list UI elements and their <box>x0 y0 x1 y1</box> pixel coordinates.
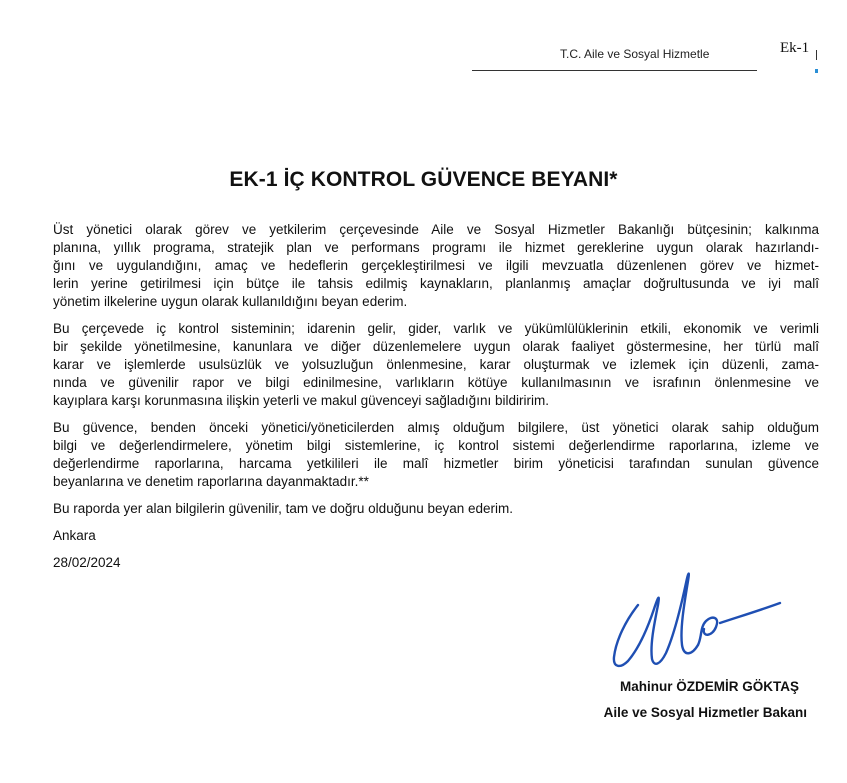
text-line: ğını ve uygulandığını, amaç ve hedeflerin gerçekleştirilmesi ve ilgili mevzuatla düzenlenen görev ve hizmet- <box>53 258 819 273</box>
text-line: Bu güvence, benden önceki yönetici/yöneticilerden almış olduğum bilgilere, üst yönetici olarak sahip olduğum <box>53 420 819 435</box>
header-rule <box>472 70 757 71</box>
text-line: Bu raporda yer alan bilgilerin güvenilir, tam ve doğru olduğunu beyan ederim. <box>53 501 514 516</box>
header-ek-label: Ek-1 <box>780 40 810 56</box>
text-line: beyanlarına ve denetim raporlarına dayanmaktadır.** <box>53 474 369 489</box>
text-line: bilgi ve değerlendirmelere, yönetim bilgi sistemlerine, iç kontrol sistemi değerlendirme raporlarına, izleme ve <box>53 438 819 453</box>
header-ministry-name: T.C. Aile ve Sosyal Hizmetle <box>560 47 710 61</box>
text-line: değerlendirme raporlarına, harcama yetkilileri ile malî hizmetler birim yöneticisi tarafından sunulan güvence <box>53 456 819 471</box>
document-body <box>53 221 819 581</box>
text-line: Bu çerçevede iç kontrol sisteminin; idarenin gelir, gider, varlık ve yükümlülüklerinin etkili, ekonomik ve verimli <box>53 321 819 336</box>
handwritten-signature <box>608 565 788 673</box>
text-line: yönetim ilkelerine uygun olarak kullanıldığını beyan ederim. <box>53 294 408 309</box>
document-title: EK-1 İÇ KONTROL GÜVENCE BEYANI* <box>229 168 618 191</box>
text-line: Üst yönetici olarak görev ve yetkilerim çerçevesinde Aile ve Sosyal Hizmetler Bakanlığı bütçesinin; kalkınma <box>53 222 819 237</box>
paragraph-4 <box>53 500 819 518</box>
paragraph-2 <box>53 320 819 410</box>
date-label: 28/02/2024 <box>53 555 121 570</box>
text-line: nında ve güvenilir rapor ve bilgi edinilmesine, varlıkların kötüye kullanılmasının ve israfının önlenmesine ve <box>53 375 819 390</box>
text-line: planına, yıllık programa, stratejik plan ve performans programı ile hizmet gereklerine uygun olarak hazırlandı- <box>53 240 819 255</box>
text-line: kayıplara karşı korunmasına ilişkin yeterli ve makul güvenceyi sağladığını bildiririm. <box>53 393 549 408</box>
paragraph-3 <box>53 419 819 491</box>
text-line: lerin yerine getirilmesi için bütçe ile tahsis edilmiş kaynakların, planlanmış amaçlar doğrultusunda ve iyi malî <box>53 276 819 291</box>
text-line: karar ve işlemlerde usulsüzlük ve yolsuzluğun önlenmesine, karar oluşturmak ve izlemek için düzenli, zama- <box>53 357 819 372</box>
header-accent-dot <box>815 69 818 73</box>
signatory-name: Mahinur ÖZDEMİR GÖKTAŞ <box>620 679 799 694</box>
text-line: bir şekilde yönetilmesine, kanunlara ve diğer düzenlemelere uygun olarak faaliyet göstermesine, her türlü malî <box>53 339 819 354</box>
header-ek-bar <box>816 50 817 60</box>
place-label: Ankara <box>53 528 96 543</box>
paragraph-1 <box>53 221 819 311</box>
signatory-title: Aile ve Sosyal Hizmetler Bakanı <box>603 705 807 720</box>
